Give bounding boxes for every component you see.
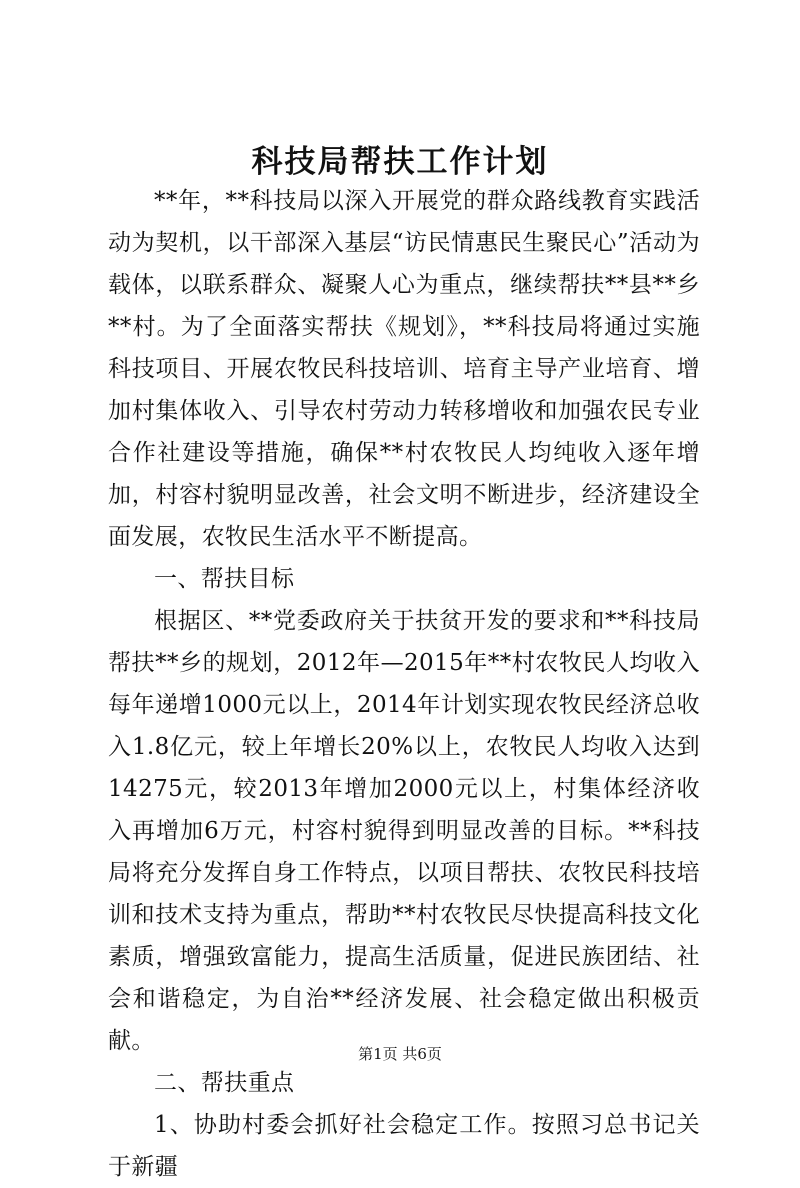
page-footer: 第1页 共6页 (358, 1045, 442, 1063)
intro-paragraph: **年，**科技局以深入开展党的群众路线教育实践活动为契机，以干部深入基层“访民情惠民生聚民心”活动为载体，以联系群众、凝聚人心为重点，继续帮扶**县**乡**村。为了全面落实帮扶《规划》，**科技局将通过实施科技项目、开展农牧民科技培训、培育主导产业培育、增加村集体收入、引导农村劳动力转移增收和加强农民专业合作社建设等措施，确保**村农牧民人均纯收入逐年增加，村容村貌明显改善，社会文明不断进步，经济建设全面发展，农牧民生活水平不断提高。 (108, 188, 700, 550)
document-body (108, 180, 700, 1188)
section-heading-focus: 二、帮扶重点 (154, 1070, 295, 1096)
section-heading-goals: 一、帮扶目标 (154, 566, 295, 592)
goals-paragraph: 根据区、**党委政府关于扶贫开发的要求和**科技局帮扶**乡的规划，2012年—2015年**村农牧民人均收入每年递增1000元以上，2014年计划实现农牧民经济总收入1.8亿元，较上年增长20%以上，农牧民人均收入达到14275元，较2013年增加2000元以上，村集体经济收入再增加6万元，村容村貌得到明显改善的目标。**科技局将充分发挥自身工作特点，以项目帮扶、农牧民科技培训和技术支持为重点，帮助**村农牧民尽快提高科技文化素质，增强致富能力，提高生活质量，促进民族团结、社会和谐稳定，为自治**经济发展、社会稳定做出积极贡献。 (108, 608, 700, 1054)
document-title: 科技局帮扶工作计划 (251, 144, 549, 180)
focus-paragraph: 1、协助村委会抓好社会稳定工作。按照习总书记关于新疆 (108, 1112, 700, 1180)
